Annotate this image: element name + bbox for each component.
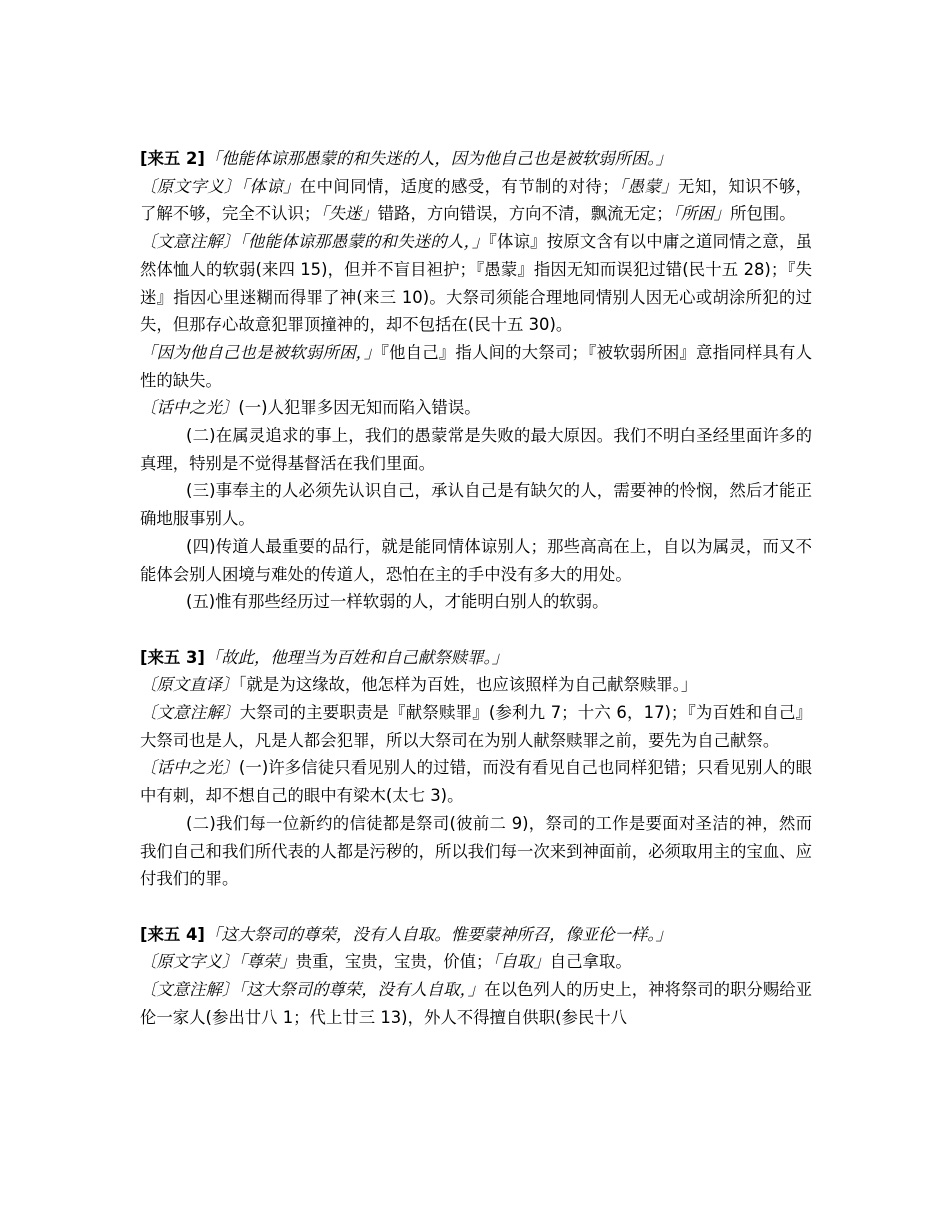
emphasis-text: 〔话中之光〕 xyxy=(140,758,239,778)
paragraph xyxy=(140,173,812,228)
emphasis-text: 〔原文字义〕「体谅」 xyxy=(140,176,300,196)
emphasis-text: 「这大祭司的尊荣，没有人自取。惟要蒙神所召，像亚伦一样。」 xyxy=(204,924,673,944)
body-text: (四)传道人最重要的品行，就是能同情体谅别人；那些高高在上，自以为属灵，而又不能体会别人困境与难处的传道人，恐怕在主的手中没有多大的用处。 xyxy=(140,536,812,584)
paragraph xyxy=(140,228,812,339)
paragraph xyxy=(140,422,812,477)
emphasis-text: 〔原文直译〕 xyxy=(140,675,239,695)
body-text: 贵重，宝贵，宝贵，价值； xyxy=(295,952,493,972)
paragraph xyxy=(140,699,812,754)
paragraph xyxy=(140,644,812,672)
verse-ref: [来五 2] xyxy=(140,149,205,168)
paragraph xyxy=(140,339,812,394)
body-text: (二)在属灵追求的事上，我们的愚蒙常是失败的最大原因。我们不明白圣经里面许多的真理，特别是不觉得基督活在我们里面。 xyxy=(140,426,812,473)
emphasis-text: 「愚蒙」 xyxy=(618,176,679,196)
emphasis-text: 〔文意注解〕「这大祭司的尊荣，没有人自取，」 xyxy=(140,980,485,1000)
emphasis-text: 「失迷」 xyxy=(320,204,378,224)
section-gap xyxy=(140,616,812,644)
paragraph xyxy=(140,145,812,173)
emphasis-text: 「因为他自己也是被软弱所困，」 xyxy=(140,342,381,362)
document-page xyxy=(140,145,812,1031)
body-text: 在中间同情，适度的感受，有节制的对待； xyxy=(299,176,619,196)
emphasis-text: 「故此，他理当为百姓和自己献祭赎罪。」 xyxy=(204,647,509,667)
verse-section xyxy=(140,921,812,1032)
paragraph xyxy=(140,477,812,532)
body-text: 自己拿取。 xyxy=(549,952,632,972)
emphasis-text: 〔原文字义〕「尊荣」 xyxy=(140,952,296,972)
body-text: 『体谅』按原文含有以中庸之道同情之意，虽然体恤人的软弱(来四 15)，但并不盲目袒护；『愚蒙』指因无知而误犯过错(民十五 28)；『失迷』指因心里迷糊而得罪了神(来三 10)。大祭司须能合理地同情别人因无心或胡涂所犯的过失，但那存心故意犯罪顶撞神的，却不包括在(民十五 30)。 xyxy=(140,232,812,335)
body-text: 无知，知识不够，了解不够，完全不认识； xyxy=(140,176,813,224)
paragraph xyxy=(140,948,812,976)
body-text: 所包围。 xyxy=(730,204,796,224)
emphasis-text: 「他能体谅那愚蒙的和失迷的人，因为他自己也是被软弱所困。」 xyxy=(204,149,673,168)
verse-ref: [来五 4] xyxy=(140,924,205,944)
body-text: (一)许多信徒只看见别人的过错，而没有看见自己也同样犯错；只看见别人的眼中有刺，却不想自己的眼中有梁木(太七 3)。 xyxy=(140,758,812,806)
body-text: 错路，方向错误，方向不清，飘流无定； xyxy=(377,204,673,224)
paragraph xyxy=(140,394,812,422)
body-text: (三)事奉主的人必须先认识自己，承认自己是有缺欠的人，需要神的怜悯，然后才能正确地服事别人。 xyxy=(140,481,812,529)
paragraph xyxy=(140,921,812,949)
paragraph xyxy=(140,810,812,893)
paragraph xyxy=(140,533,812,588)
verse-ref: [来五 3] xyxy=(140,647,205,667)
verse-section xyxy=(140,145,812,616)
emphasis-text: 「所困」 xyxy=(672,204,731,224)
body-text: (一)人犯罪多因无知而陷入错误。 xyxy=(238,398,481,418)
body-text: 「就是为这缘故，他怎样为百姓，也应该照样为自己献祭赎罪。」 xyxy=(238,675,698,695)
paragraph xyxy=(140,976,812,1031)
paragraph xyxy=(140,754,812,809)
emphasis-text: 〔话中之光〕 xyxy=(140,398,239,418)
body-text: 大祭司的主要职责是『献祭赎罪』(参利九 7；十六 6，17)；『为百姓和自己』大祭司也是人，凡是人都会犯罪，所以大祭司在为别人献祭赎罪之前，要先为自己献祭。 xyxy=(140,703,812,750)
emphasis-text: 〔文意注解〕「他能体谅那愚蒙的和失迷的人，」 xyxy=(140,232,489,252)
paragraph xyxy=(140,671,812,699)
body-text: 『他自己』指人间的大祭司；『被软弱所困』意指同样具有人性的缺失。 xyxy=(140,342,812,390)
section-gap xyxy=(140,893,812,921)
body-text: 在以色列人的历史上，神将祭司的职分赐给亚伦一家人(参出廿八 1；代上廿三 13)，外人不得擅自供职(参民十八 xyxy=(140,980,813,1027)
body-text: (二)我们每一位新约的信徒都是祭司(彼前二 9)，祭司的工作是要面对圣洁的神，然而我们自己和我们所代表的人都是污秽的，所以我们每一次来到神面前，必须取用主的宝血、应付我们的罪。 xyxy=(140,813,813,889)
paragraph xyxy=(140,588,812,616)
body-text: (五)惟有那些经历过一样软弱的人，才能明白别人的软弱。 xyxy=(186,592,609,612)
emphasis-text: 〔文意注解〕 xyxy=(140,703,240,723)
verse-section xyxy=(140,644,812,893)
emphasis-text: 「自取」 xyxy=(492,952,550,972)
